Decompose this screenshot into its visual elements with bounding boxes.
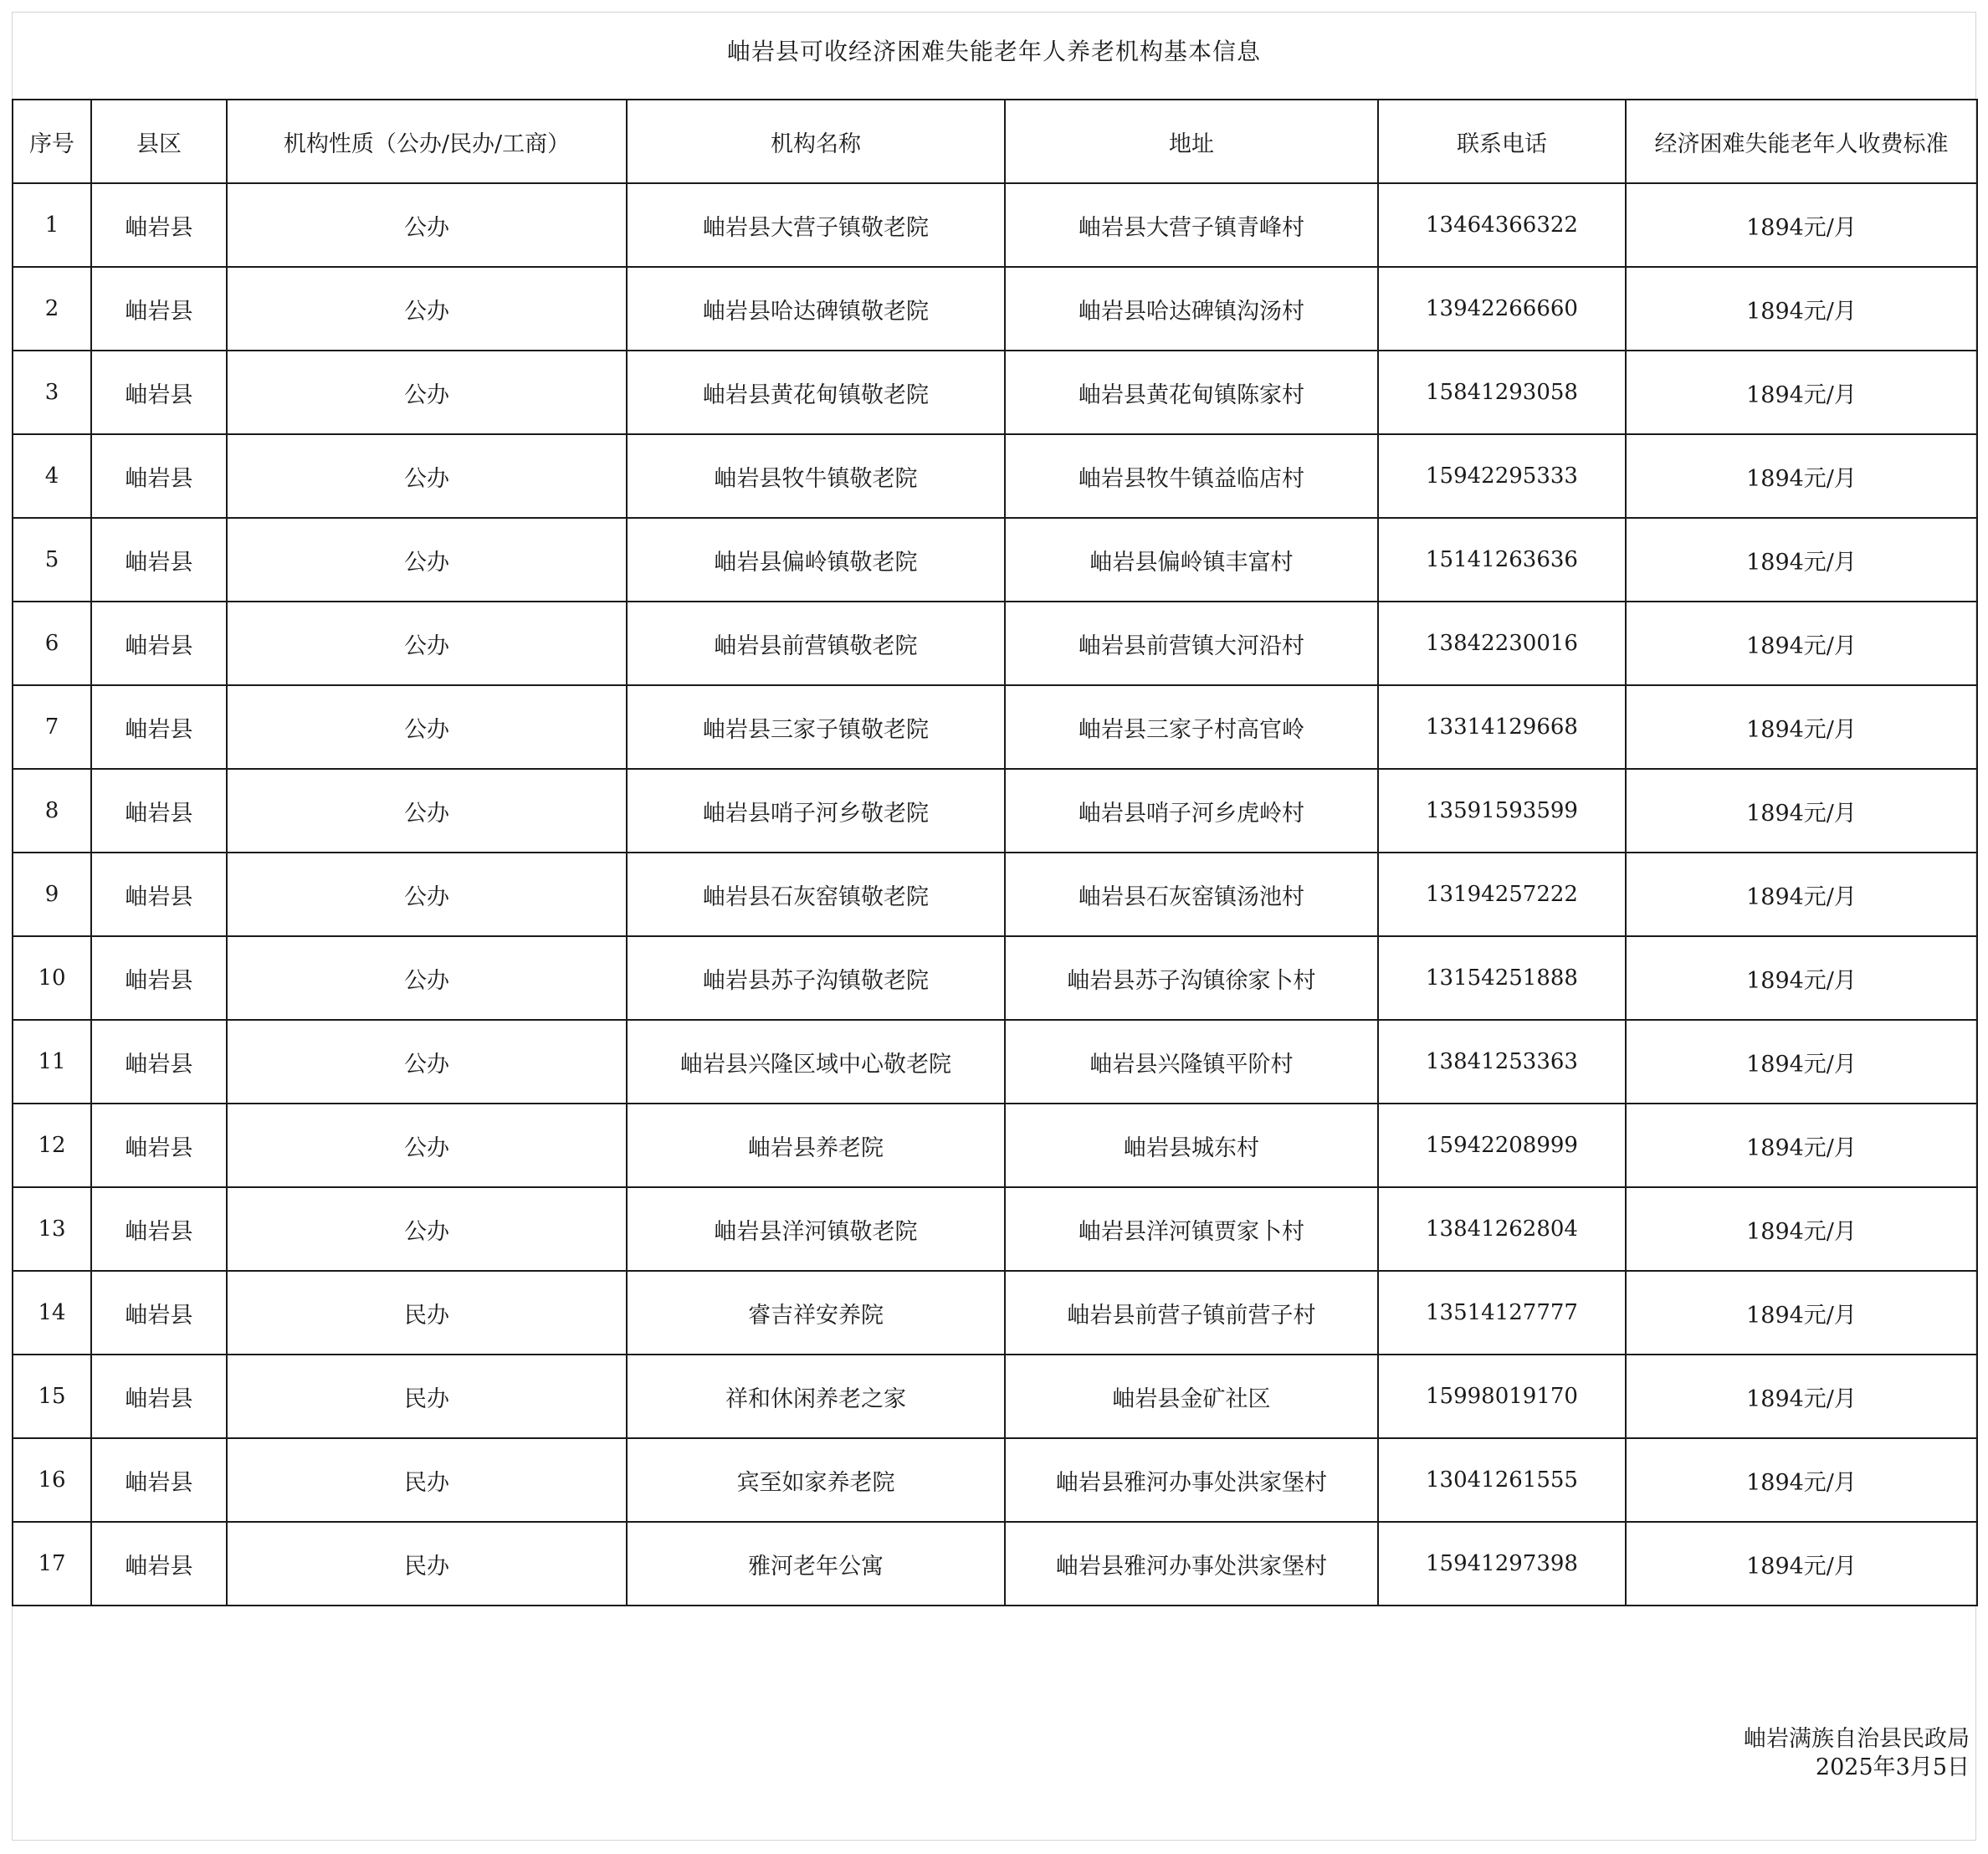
cell-institution-type: 公办 xyxy=(227,936,627,1020)
cell-fee-standard: 1894元/月 xyxy=(1626,602,1977,685)
cell-institution-name: 岫岩县黄花甸镇敬老院 xyxy=(627,351,1005,434)
cell-phone: 13841262804 xyxy=(1378,1187,1626,1271)
cell-serial-number: 2 xyxy=(13,267,91,351)
cell-serial-number: 9 xyxy=(13,853,91,936)
table-row xyxy=(13,853,1977,936)
cell-fee-standard: 1894元/月 xyxy=(1626,853,1977,936)
cell-institution-name: 睿吉祥安养院 xyxy=(627,1271,1005,1355)
cell-institution-type: 公办 xyxy=(227,267,627,351)
cell-county: 岫岩县 xyxy=(91,518,227,602)
cell-address: 岫岩县雅河办事处洪家堡村 xyxy=(1005,1438,1378,1522)
cell-address: 岫岩县石灰窑镇汤池村 xyxy=(1005,853,1378,936)
header-fee-standard: 经济困难失能老年人收费标准 xyxy=(1626,100,1977,183)
cell-institution-name: 岫岩县前营镇敬老院 xyxy=(627,602,1005,685)
cell-fee-standard: 1894元/月 xyxy=(1626,1355,1977,1438)
cell-county: 岫岩县 xyxy=(91,1187,227,1271)
cell-fee-standard: 1894元/月 xyxy=(1626,1522,1977,1606)
cell-serial-number: 11 xyxy=(13,1020,91,1104)
cell-address: 岫岩县兴隆镇平阶村 xyxy=(1005,1020,1378,1104)
cell-county: 岫岩县 xyxy=(91,267,227,351)
cell-institution-type: 公办 xyxy=(227,518,627,602)
table-row xyxy=(13,267,1977,351)
cell-institution-type: 民办 xyxy=(227,1355,627,1438)
cell-county: 岫岩县 xyxy=(91,1522,227,1606)
cell-fee-standard: 1894元/月 xyxy=(1626,267,1977,351)
table-row xyxy=(13,1522,1977,1606)
cell-county: 岫岩县 xyxy=(91,434,227,518)
cell-address: 岫岩县黄花甸镇陈家村 xyxy=(1005,351,1378,434)
cell-serial-number: 10 xyxy=(13,936,91,1020)
table-row xyxy=(13,1020,1977,1104)
cell-serial-number: 13 xyxy=(13,1187,91,1271)
cell-institution-name: 宾至如家养老院 xyxy=(627,1438,1005,1522)
cell-county: 岫岩县 xyxy=(91,936,227,1020)
cell-phone: 13591593599 xyxy=(1378,769,1626,853)
cell-fee-standard: 1894元/月 xyxy=(1626,183,1977,267)
cell-phone: 15942208999 xyxy=(1378,1104,1626,1187)
cell-phone: 15841293058 xyxy=(1378,351,1626,434)
cell-county: 岫岩县 xyxy=(91,602,227,685)
header-institution-name: 机构名称 xyxy=(627,100,1005,183)
cell-county: 岫岩县 xyxy=(91,769,227,853)
cell-serial-number: 5 xyxy=(13,518,91,602)
issuer-name: 岫岩满族自治县民政局 xyxy=(1744,1726,1970,1752)
cell-institution-type: 民办 xyxy=(227,1438,627,1522)
table-row xyxy=(13,434,1977,518)
document-title: 岫岩县可收经济困难失能老年人养老机构基本信息 xyxy=(726,38,1261,65)
cell-address: 岫岩县三家子村高官岭 xyxy=(1005,685,1378,769)
cell-county: 岫岩县 xyxy=(91,351,227,434)
cell-institution-type: 民办 xyxy=(227,1522,627,1606)
cell-serial-number: 4 xyxy=(13,434,91,518)
table-row xyxy=(13,1355,1977,1438)
table-row xyxy=(13,1187,1977,1271)
table-row xyxy=(13,602,1977,685)
cell-county: 岫岩县 xyxy=(91,853,227,936)
cell-address: 岫岩县前营镇大河沿村 xyxy=(1005,602,1378,685)
table-row xyxy=(13,769,1977,853)
cell-institution-name: 岫岩县偏岭镇敬老院 xyxy=(627,518,1005,602)
cell-address: 岫岩县苏子沟镇徐家卜村 xyxy=(1005,936,1378,1020)
cell-serial-number: 14 xyxy=(13,1271,91,1355)
cell-institution-type: 公办 xyxy=(227,853,627,936)
cell-institution-type: 公办 xyxy=(227,351,627,434)
cell-county: 岫岩县 xyxy=(91,685,227,769)
cell-phone: 15141263636 xyxy=(1378,518,1626,602)
cell-institution-type: 公办 xyxy=(227,1020,627,1104)
cell-serial-number: 16 xyxy=(13,1438,91,1522)
cell-fee-standard: 1894元/月 xyxy=(1626,685,1977,769)
cell-phone: 15941297398 xyxy=(1378,1522,1626,1606)
cell-phone: 13154251888 xyxy=(1378,936,1626,1020)
cell-address: 岫岩县前营子镇前营子村 xyxy=(1005,1271,1378,1355)
cell-fee-standard: 1894元/月 xyxy=(1626,1020,1977,1104)
cell-fee-standard: 1894元/月 xyxy=(1626,434,1977,518)
cell-fee-standard: 1894元/月 xyxy=(1626,518,1977,602)
cell-serial-number: 7 xyxy=(13,685,91,769)
cell-serial-number: 3 xyxy=(13,351,91,434)
cell-serial-number: 15 xyxy=(13,1355,91,1438)
cell-county: 岫岩县 xyxy=(91,1438,227,1522)
cell-institution-name: 岫岩县养老院 xyxy=(627,1104,1005,1187)
cell-county: 岫岩县 xyxy=(91,1104,227,1187)
institution-table xyxy=(12,99,1978,1606)
cell-phone: 13041261555 xyxy=(1378,1438,1626,1522)
cell-address: 岫岩县牧牛镇益临店村 xyxy=(1005,434,1378,518)
cell-institution-name: 岫岩县苏子沟镇敬老院 xyxy=(627,936,1005,1020)
cell-institution-name: 岫岩县大营子镇敬老院 xyxy=(627,183,1005,267)
cell-phone: 13464366322 xyxy=(1378,183,1626,267)
table-row xyxy=(13,1271,1977,1355)
cell-fee-standard: 1894元/月 xyxy=(1626,1438,1977,1522)
table-row xyxy=(13,1104,1977,1187)
header-phone: 联系电话 xyxy=(1378,100,1626,183)
table-row xyxy=(13,1438,1977,1522)
cell-serial-number: 12 xyxy=(13,1104,91,1187)
cell-phone: 13842230016 xyxy=(1378,602,1626,685)
cell-serial-number: 8 xyxy=(13,769,91,853)
cell-county: 岫岩县 xyxy=(91,183,227,267)
cell-phone: 13314129668 xyxy=(1378,685,1626,769)
cell-serial-number: 1 xyxy=(13,183,91,267)
header-county: 县区 xyxy=(91,100,227,183)
cell-phone: 15942295333 xyxy=(1378,434,1626,518)
cell-institution-type: 公办 xyxy=(227,602,627,685)
cell-institution-type: 公办 xyxy=(227,434,627,518)
cell-serial-number: 6 xyxy=(13,602,91,685)
cell-county: 岫岩县 xyxy=(91,1355,227,1438)
cell-institution-name: 岫岩县兴隆区域中心敬老院 xyxy=(627,1020,1005,1104)
table-row xyxy=(13,351,1977,434)
cell-institution-type: 公办 xyxy=(227,685,627,769)
cell-address: 岫岩县大营子镇青峰村 xyxy=(1005,183,1378,267)
cell-institution-name: 岫岩县三家子镇敬老院 xyxy=(627,685,1005,769)
issue-date: 2025年3月5日 xyxy=(1815,1754,1970,1780)
cell-institution-name: 祥和休闲养老之家 xyxy=(627,1355,1005,1438)
cell-county: 岫岩县 xyxy=(91,1020,227,1104)
cell-serial-number: 17 xyxy=(13,1522,91,1606)
cell-address: 岫岩县城东村 xyxy=(1005,1104,1378,1187)
cell-phone: 13514127777 xyxy=(1378,1271,1626,1355)
cell-institution-name: 岫岩县洋河镇敬老院 xyxy=(627,1187,1005,1271)
table-row xyxy=(13,518,1977,602)
cell-institution-type: 民办 xyxy=(227,1271,627,1355)
table-row xyxy=(13,183,1977,267)
header-institution-type: 机构性质（公办/民办/工商） xyxy=(227,100,627,183)
cell-fee-standard: 1894元/月 xyxy=(1626,936,1977,1020)
cell-phone: 15998019170 xyxy=(1378,1355,1626,1438)
cell-institution-name: 岫岩县哈达碑镇敬老院 xyxy=(627,267,1005,351)
cell-fee-standard: 1894元/月 xyxy=(1626,1187,1977,1271)
cell-institution-name: 岫岩县石灰窑镇敬老院 xyxy=(627,853,1005,936)
cell-address: 岫岩县哨子河乡虎岭村 xyxy=(1005,769,1378,853)
cell-address: 岫岩县洋河镇贾家卜村 xyxy=(1005,1187,1378,1271)
cell-phone: 13942266660 xyxy=(1378,267,1626,351)
table-body xyxy=(13,183,1977,1606)
cell-phone: 13841253363 xyxy=(1378,1020,1626,1104)
cell-fee-standard: 1894元/月 xyxy=(1626,1271,1977,1355)
cell-institution-name: 雅河老年公寓 xyxy=(627,1522,1005,1606)
cell-address: 岫岩县偏岭镇丰富村 xyxy=(1005,518,1378,602)
table-row xyxy=(13,685,1977,769)
header-address: 地址 xyxy=(1005,100,1378,183)
cell-institution-type: 公办 xyxy=(227,769,627,853)
cell-institution-type: 公办 xyxy=(227,1104,627,1187)
table-header-row xyxy=(13,100,1977,183)
cell-fee-standard: 1894元/月 xyxy=(1626,769,1977,853)
cell-fee-standard: 1894元/月 xyxy=(1626,351,1977,434)
cell-fee-standard: 1894元/月 xyxy=(1626,1104,1977,1187)
cell-address: 岫岩县金矿社区 xyxy=(1005,1355,1378,1438)
cell-address: 岫岩县哈达碑镇沟汤村 xyxy=(1005,267,1378,351)
cell-phone: 13194257222 xyxy=(1378,853,1626,936)
cell-county: 岫岩县 xyxy=(91,1271,227,1355)
issuer-block xyxy=(1744,1725,1970,1782)
cell-institution-type: 公办 xyxy=(227,183,627,267)
cell-institution-name: 岫岩县牧牛镇敬老院 xyxy=(627,434,1005,518)
cell-institution-type: 公办 xyxy=(227,1187,627,1271)
cell-institution-name: 岫岩县哨子河乡敬老院 xyxy=(627,769,1005,853)
cell-address: 岫岩县雅河办事处洪家堡村 xyxy=(1005,1522,1378,1606)
table-row xyxy=(13,936,1977,1020)
header-serial-number: 序号 xyxy=(13,100,91,183)
